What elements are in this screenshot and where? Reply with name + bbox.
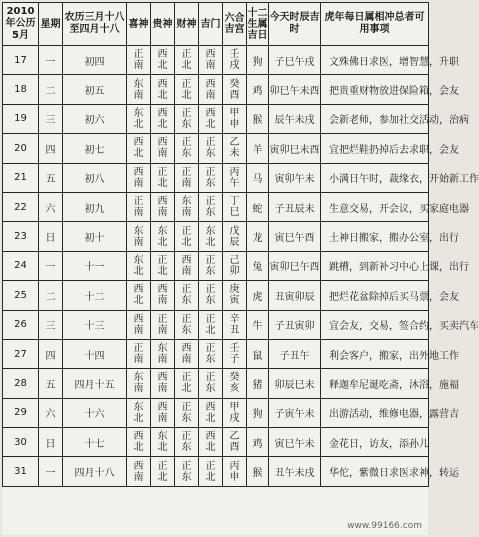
- cell-noble: 正 南: [151, 310, 175, 339]
- cell-wealth: 正 北: [175, 75, 199, 104]
- cell-weekday: 日: [39, 222, 63, 251]
- cell-wealth: 正 北: [175, 369, 199, 398]
- cell-weekday: 一: [39, 46, 63, 75]
- cell-hours: 丑午未戌: [269, 457, 321, 486]
- cell-hours: 子巳午戌: [269, 46, 321, 75]
- cell-hours: 寅卯巳午酉: [269, 251, 321, 280]
- cell-noble: 西 南: [151, 192, 175, 221]
- cell-ganzhi: 甲 申: [223, 104, 247, 133]
- cell-gate: 正 东: [199, 192, 223, 221]
- cell-lunar: 初八: [63, 163, 127, 192]
- cell-wealth: 正 东: [175, 398, 199, 427]
- cell-wealth: 正 东: [175, 310, 199, 339]
- cell-noble: 西 北: [151, 46, 175, 75]
- cell-wealth: 正 东: [175, 428, 199, 457]
- cell-day: 29: [3, 398, 39, 427]
- table-row: [3, 104, 429, 133]
- table-row: [3, 428, 429, 457]
- cell-ganzhi: 甲 戌: [223, 398, 247, 427]
- cell-joy: 西 北: [127, 281, 151, 310]
- cell-joy: 东 北: [127, 104, 151, 133]
- cell-hours: 子寅午未: [269, 398, 321, 427]
- cell-noble: 西 南: [151, 134, 175, 163]
- table-row: [3, 163, 429, 192]
- cell-matters: 小满日午时，裁缘衣，开始新工作: [321, 163, 429, 192]
- almanac-sheet: [2, 2, 479, 535]
- cell-weekday: 四: [39, 339, 63, 368]
- cell-weekday: 三: [39, 104, 63, 133]
- header-hours: 今天时辰吉时: [269, 3, 321, 46]
- cell-noble: 东 北: [151, 428, 175, 457]
- cell-joy: 东 南: [127, 369, 151, 398]
- cell-zodiac: 狗: [247, 398, 269, 427]
- cell-matters: 宜会友，交易，签合约，买卖汽车: [321, 310, 429, 339]
- cell-day: 20: [3, 134, 39, 163]
- cell-matters: 会新老师，参加社交活动，治病: [321, 104, 429, 133]
- header-row: [3, 3, 429, 46]
- cell-wealth: 西 南: [175, 339, 199, 368]
- cell-zodiac: 鸡: [247, 428, 269, 457]
- cell-ganzhi: 丁 巳: [223, 192, 247, 221]
- cell-gate: 西 北: [199, 398, 223, 427]
- cell-ganzhi: 戊 辰: [223, 222, 247, 251]
- cell-lunar: 四月十八: [63, 457, 127, 486]
- cell-ganzhi: 壬 戌: [223, 46, 247, 75]
- cell-weekday: 四: [39, 134, 63, 163]
- cell-lunar: 十七: [63, 428, 127, 457]
- cell-day: 18: [3, 75, 39, 104]
- cell-zodiac: 猪: [247, 369, 269, 398]
- table-row: [3, 457, 429, 486]
- cell-hours: 子丑寅卯: [269, 310, 321, 339]
- cell-noble: 西 南: [151, 398, 175, 427]
- cell-wealth: 正 东: [175, 104, 199, 133]
- cell-noble: 西 北: [151, 75, 175, 104]
- cell-gate: 正 东: [199, 251, 223, 280]
- table-row: [3, 339, 429, 368]
- cell-matters: 生意交易，开会议，买家庭电器: [321, 192, 429, 221]
- cell-joy: 西 南: [127, 163, 151, 192]
- table-body: [3, 46, 479, 487]
- table-row: [3, 398, 429, 427]
- cell-joy: 西 南: [127, 457, 151, 486]
- cell-wealth: 正 东: [175, 457, 199, 486]
- table-row: [3, 310, 429, 339]
- cell-matters: 跳槽，到新补习中心上课，出行: [321, 251, 429, 280]
- table-row: [3, 46, 429, 75]
- cell-weekday: 三: [39, 310, 63, 339]
- cell-joy: 东 南: [127, 75, 151, 104]
- cell-lunar: 初四: [63, 46, 127, 75]
- cell-lunar: 十二: [63, 281, 127, 310]
- cell-matters: 宜把烂鞋扔掉后去求职，会友: [321, 134, 429, 163]
- cell-weekday: 六: [39, 398, 63, 427]
- cell-weekday: 六: [39, 192, 63, 221]
- header-solar: 2010年公历5月: [3, 3, 39, 46]
- cell-gate: 正 东: [199, 163, 223, 192]
- cell-day: 25: [3, 281, 39, 310]
- cell-day: 22: [3, 192, 39, 221]
- cell-lunar: 十一: [63, 251, 127, 280]
- cell-lunar: 初五: [63, 75, 127, 104]
- cell-matters: 利会客户，搬家，出外地工作: [321, 339, 429, 368]
- cell-ganzhi: 己 卯: [223, 251, 247, 280]
- cell-lunar: 初十: [63, 222, 127, 251]
- cell-gate: 西 北: [199, 104, 223, 133]
- cell-weekday: 五: [39, 369, 63, 398]
- cell-zodiac: 狗: [247, 46, 269, 75]
- cell-zodiac: 鸡: [247, 75, 269, 104]
- cell-matters: 释迦牟尼诞吃斋，沐浴，施福: [321, 369, 429, 398]
- cell-weekday: 一: [39, 457, 63, 486]
- cell-ganzhi: 癸 亥: [223, 369, 247, 398]
- cell-zodiac: 羊: [247, 134, 269, 163]
- cell-wealth: 东 南: [175, 192, 199, 221]
- cell-zodiac: 虎: [247, 281, 269, 310]
- header-wealth: 财神: [175, 3, 199, 46]
- cell-gate: 西 北: [199, 428, 223, 457]
- header-weekday: 星期: [39, 3, 63, 46]
- cell-joy: 正 南: [127, 192, 151, 221]
- table-row: [3, 134, 429, 163]
- cell-matters: 华佗，紫微日求医求神，转运: [321, 457, 429, 486]
- almanac-table: [2, 2, 479, 487]
- cell-noble: 西 南: [151, 369, 175, 398]
- cell-matters: 出游活动，维修电器，露营吉: [321, 398, 429, 427]
- cell-ganzhi: 壬 子: [223, 339, 247, 368]
- cell-zodiac: 猴: [247, 104, 269, 133]
- cell-ganzhi: 乙 酉: [223, 428, 247, 457]
- table-row: [3, 222, 429, 251]
- cell-zodiac: 龙: [247, 222, 269, 251]
- cell-ganzhi: 丙 申: [223, 457, 247, 486]
- table-row: [3, 192, 429, 221]
- cell-hours: 卯巳午未酉: [269, 75, 321, 104]
- table-row: [3, 75, 429, 104]
- cell-hours: 寅卯午未: [269, 163, 321, 192]
- cell-day: 27: [3, 339, 39, 368]
- header-joy: 喜神: [127, 3, 151, 46]
- cell-joy: 正 南: [127, 46, 151, 75]
- cell-weekday: 日: [39, 428, 63, 457]
- cell-noble: 正 北: [151, 163, 175, 192]
- cell-noble: 西 南: [151, 281, 175, 310]
- cell-hours: 寅巳午未: [269, 428, 321, 457]
- header-zodiac: 十二生属吉日: [247, 3, 269, 46]
- cell-ganzhi: 癸 酉: [223, 75, 247, 104]
- cell-hours: 丑寅卯辰: [269, 281, 321, 310]
- cell-lunar: 初九: [63, 192, 127, 221]
- cell-gate: 西 南: [199, 46, 223, 75]
- cell-joy: 西 南: [127, 310, 151, 339]
- cell-day: 31: [3, 457, 39, 486]
- cell-noble: 正 北: [151, 251, 175, 280]
- cell-weekday: 五: [39, 163, 63, 192]
- header-lunar: 农历三月十八至四月十八: [63, 3, 127, 46]
- cell-gate: 正 北: [199, 310, 223, 339]
- header-ganzhi: 六合吉宫: [223, 3, 247, 46]
- cell-noble: 西 北: [151, 104, 175, 133]
- cell-matters: 把烂花盆除掉后买马票，会友: [321, 281, 429, 310]
- cell-gate: 正 东: [199, 134, 223, 163]
- cell-hours: 辰午未戌: [269, 104, 321, 133]
- cell-day: 26: [3, 310, 39, 339]
- cell-gate: 正 北: [199, 457, 223, 486]
- cell-weekday: 二: [39, 75, 63, 104]
- cell-hours: 卯辰巳未: [269, 369, 321, 398]
- header-gate: 吉门: [199, 3, 223, 46]
- header-noble: 贵神: [151, 3, 175, 46]
- cell-wealth: 正 南: [175, 163, 199, 192]
- cell-day: 19: [3, 104, 39, 133]
- cell-lunar: 十三: [63, 310, 127, 339]
- cell-matters: 金花日，访友，添孙儿: [321, 428, 429, 457]
- cell-joy: 西 北: [127, 428, 151, 457]
- cell-wealth: 西 南: [175, 251, 199, 280]
- cell-hours: 子丑午: [269, 339, 321, 368]
- cell-noble: 东 南: [151, 339, 175, 368]
- cell-zodiac: 鼠: [247, 339, 269, 368]
- cell-lunar: 初六: [63, 104, 127, 133]
- cell-joy: 东 北: [127, 251, 151, 280]
- cell-wealth: 正 东: [175, 281, 199, 310]
- cell-weekday: 一: [39, 251, 63, 280]
- cell-lunar: 十六: [63, 398, 127, 427]
- cell-hours: 寅卯巳未酉: [269, 134, 321, 163]
- cell-wealth: 正 北: [175, 222, 199, 251]
- cell-joy: 正 南: [127, 339, 151, 368]
- cell-gate: 西 南: [199, 75, 223, 104]
- cell-lunar: 四月十五: [63, 369, 127, 398]
- cell-day: 24: [3, 251, 39, 280]
- table-row: [3, 281, 429, 310]
- cell-wealth: 正 北: [175, 46, 199, 75]
- table-row: [3, 251, 429, 280]
- cell-ganzhi: 庚 寅: [223, 281, 247, 310]
- cell-gate: 正 东: [199, 339, 223, 368]
- table-row: [3, 369, 429, 398]
- cell-gate: 正 东: [199, 369, 223, 398]
- cell-gate: 东 北: [199, 222, 223, 251]
- cell-matters: 文殊佛日求医，增智慧，升职: [321, 46, 429, 75]
- cell-zodiac: 马: [247, 163, 269, 192]
- watermark: www.99166.com: [347, 521, 422, 531]
- cell-ganzhi: 丙 午: [223, 163, 247, 192]
- cell-day: 23: [3, 222, 39, 251]
- cell-hours: 寅巳午酉: [269, 222, 321, 251]
- cell-day: 17: [3, 46, 39, 75]
- cell-ganzhi: 乙 未: [223, 134, 247, 163]
- cell-day: 21: [3, 163, 39, 192]
- cell-ganzhi: 辛 丑: [223, 310, 247, 339]
- cell-day: 28: [3, 369, 39, 398]
- cell-weekday: 二: [39, 281, 63, 310]
- cell-zodiac: 牛: [247, 310, 269, 339]
- cell-lunar: 初七: [63, 134, 127, 163]
- cell-hours: 子丑辰未: [269, 192, 321, 221]
- cell-zodiac: 蛇: [247, 192, 269, 221]
- cell-noble: 东 北: [151, 222, 175, 251]
- cell-wealth: 正 东: [175, 134, 199, 163]
- cell-joy: 东 北: [127, 398, 151, 427]
- cell-gate: 正 东: [199, 281, 223, 310]
- cell-zodiac: 兔: [247, 251, 269, 280]
- cell-joy: 东 南: [127, 222, 151, 251]
- cell-joy: 西 北: [127, 134, 151, 163]
- cell-day: 30: [3, 428, 39, 457]
- cell-matters: 把贵重财物放进保险箱，会友: [321, 75, 429, 104]
- cell-zodiac: 猴: [247, 457, 269, 486]
- cell-lunar: 十四: [63, 339, 127, 368]
- cell-noble: 正 北: [151, 457, 175, 486]
- cell-matters: 土神日搬家，搬办公室，出行: [321, 222, 429, 251]
- header-matters: 虎年每日属相冲总者可用事项: [321, 3, 429, 46]
